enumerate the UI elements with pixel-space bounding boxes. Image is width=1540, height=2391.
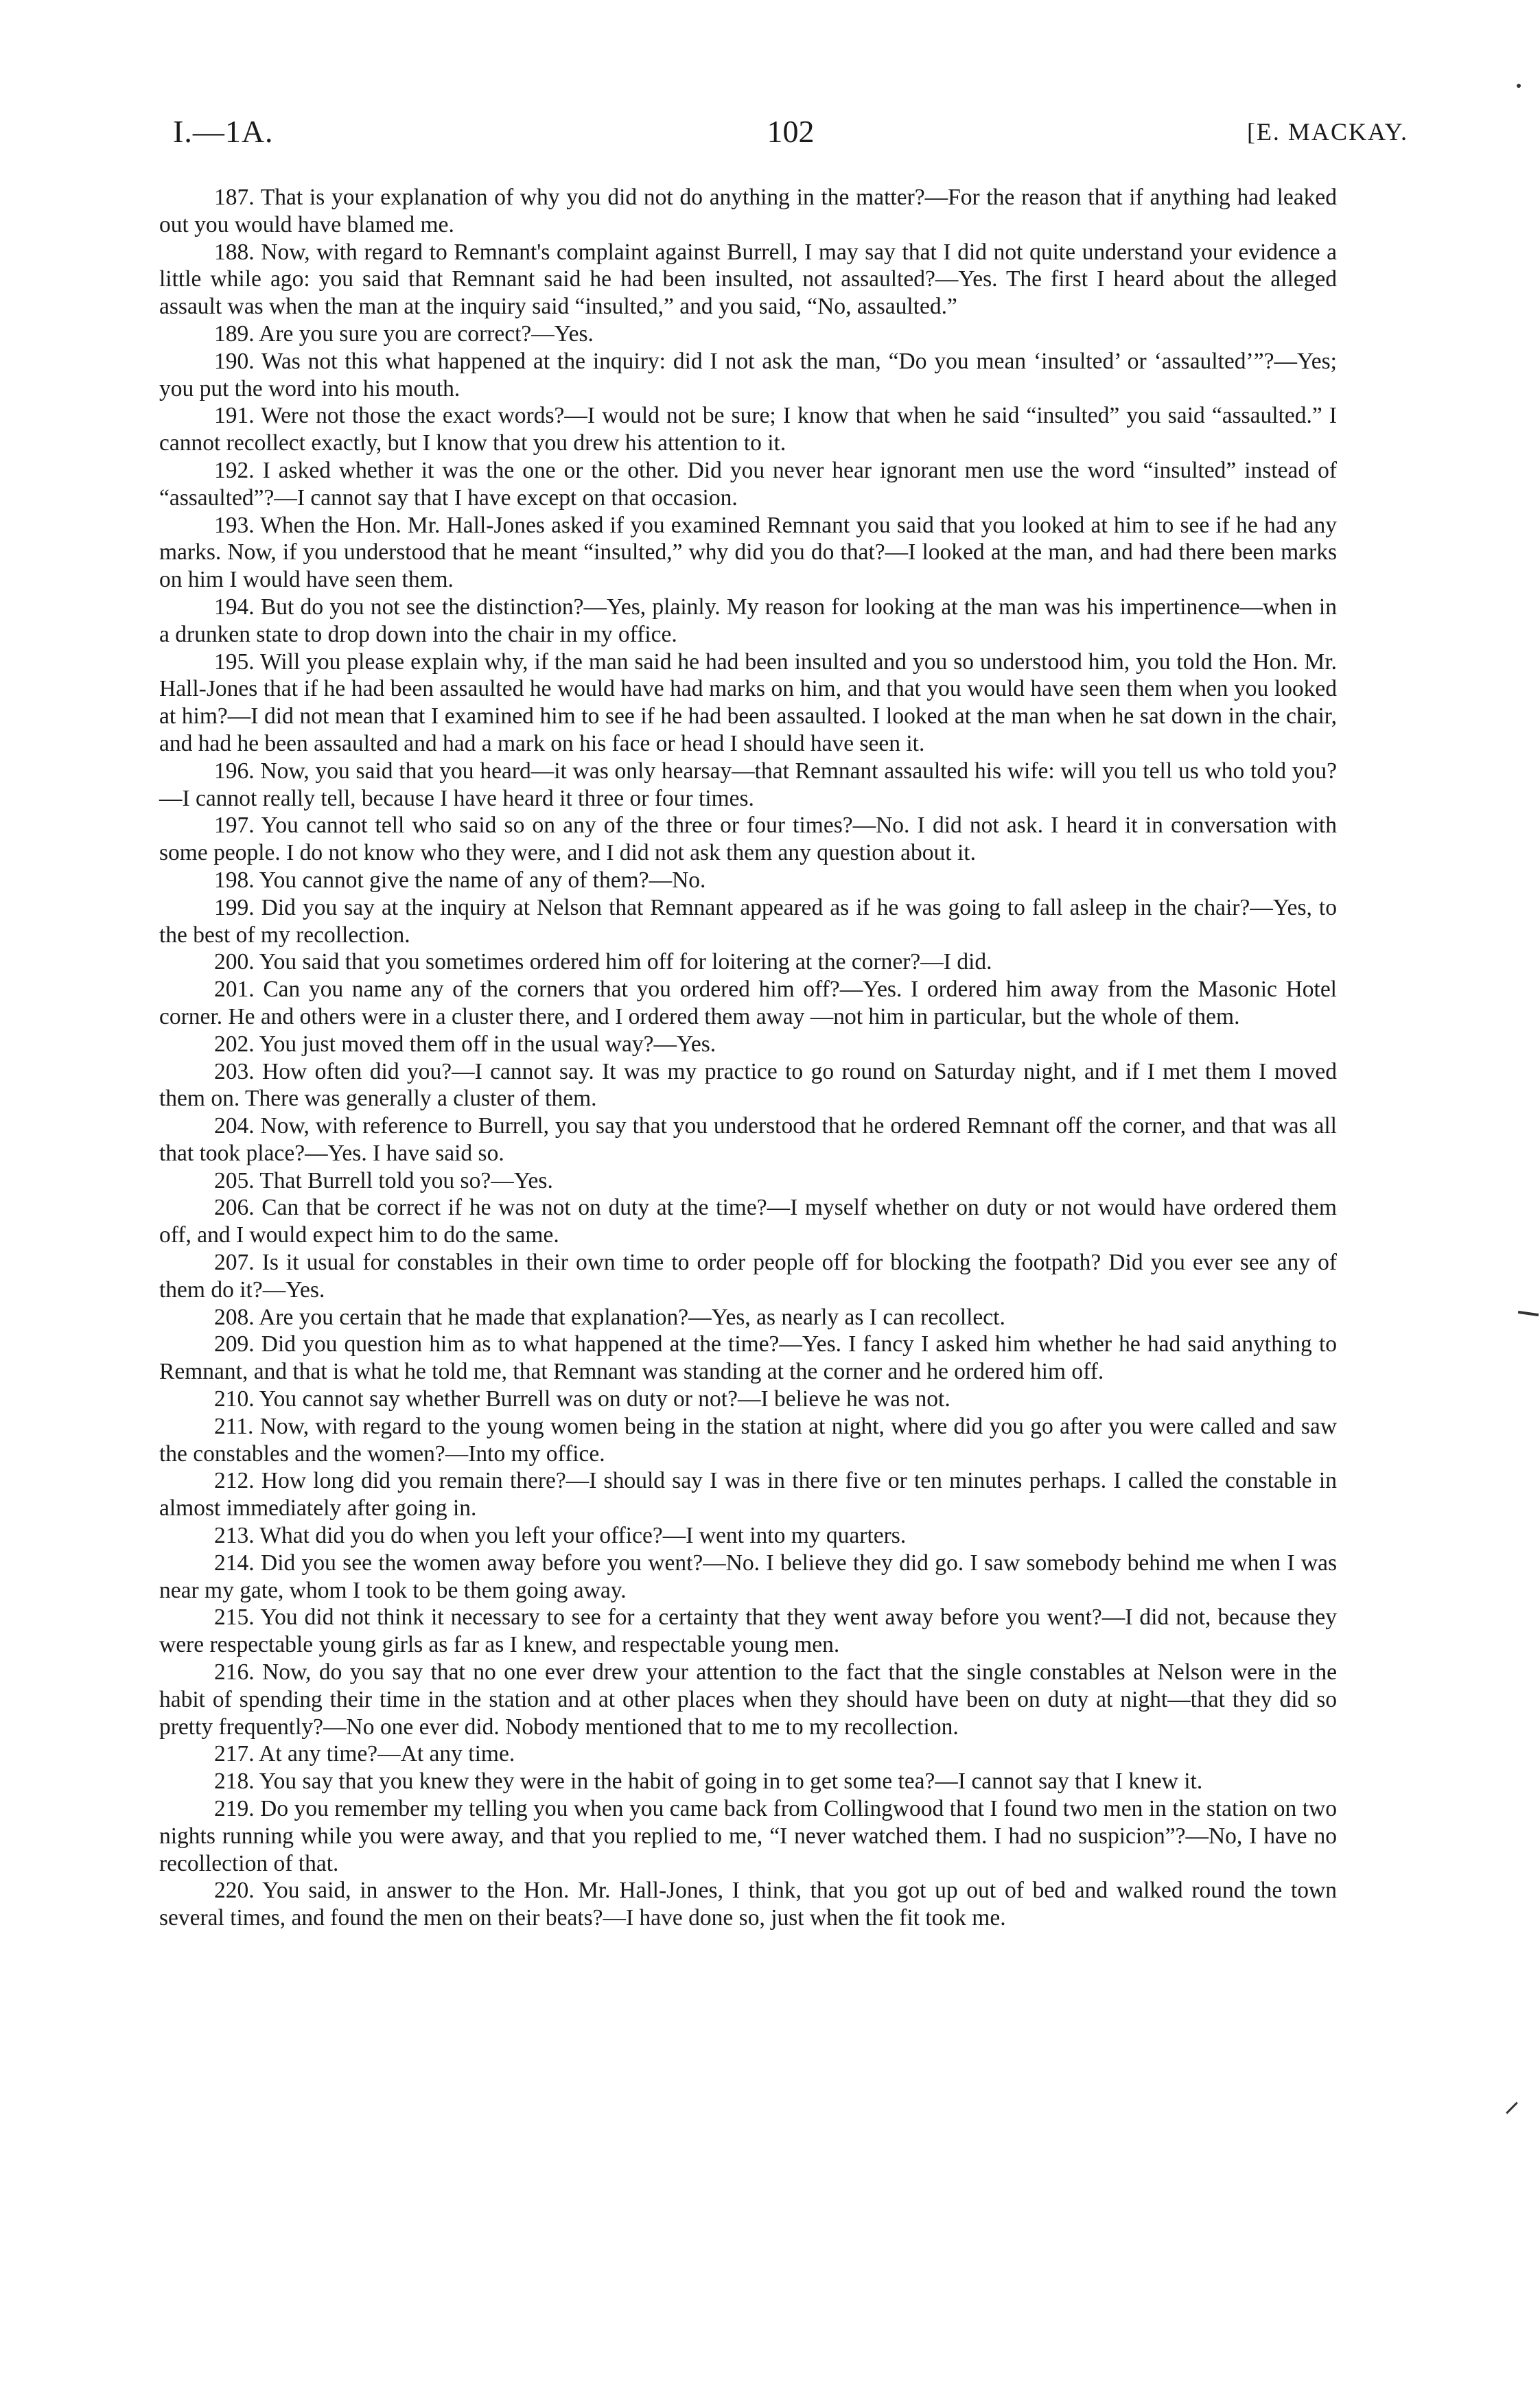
margin-mark [1517,84,1521,88]
question-192: 192. I asked whether it was the one or the other. Did you never hear ignorant men use the word “insulted” instead of “assaulted”?—I cannot say that I have except on that occasion. [159,457,1337,511]
margin-mark [1518,1311,1539,1316]
question-216: 216. Now, do you say that no one ever drew your attention to the fact that the single constables at Nelson were in the habit of spending their time in the station and at other places when they should have been on duty at night—that they did so pretty frequently?—No one ever did. Nobody mentioned that to me to my recollection. [159,1659,1337,1740]
question-195: 195. Will you please explain why, if the man said he had been insulted and you so understood him, you told the Hon. Mr. Hall-Jones that if he had been assaulted he would have had marks on him, and that you would have seen them when you looked at him?—I did not mean that I examined him to see if he had been assaulted. I looked at the man when he sat down in the chair, and had he been assaulted and had a mark on his face or head I should have seen it. [159,649,1337,756]
question-196: 196. Now, you said that you heard—it was only hearsay—that Remnant assaulted his wife: will you tell us who told you?—I cannot really tell, because I have heard it three or four times. [159,758,1337,811]
question-217: 217. At any time?—At any time. [214,1741,515,1767]
question-188: 188. Now, with regard to Remnant's complaint against Burrell, I may say that I did not quite understand your evidence a little while ago: you said that Remnant said he had been insulted, not assaulted?—Yes. The first I heard about the alleged assault was when the man at the inquiry said “insulted,” and you said, “No, assaulted.” [159,239,1337,320]
question-200: 200. You said that you sometimes ordered him off for loitering at the corner?—I did. [214,949,992,975]
page-number: 102 [767,114,815,149]
question-190: 190. Was not this what happened at the inquiry: did I not ask the man, “Do you mean ‘insulted’ or ‘assaulted’”?—Yes; you put the word into his mouth. [159,348,1337,401]
question-204: 204. Now, with reference to Burrell, you say that you understood that he ordered Remnant off the corner, and that was all that took place?—Yes. I have said so. [159,1113,1337,1166]
question-199: 199. Did you say at the inquiry at Nelson that Remnant appeared as if he was going to fall asleep in the chair?—Yes, to the best of my recollection. [159,894,1337,948]
question-212: 212. How long did you remain there?—I should say I was in there five or ten minutes perhaps. I called the constable in almost immediately after going in. [159,1468,1337,1521]
question-215: 215. You did not think it necessary to see for a certainty that they went away before you went?—I did not, because they were respectable young girls as far as I knew, and respectable young men. [159,1605,1337,1658]
question-213: 213. What did you do when you left your office?—I went into my quarters. [214,1523,907,1549]
question-187: 187. That is your explanation of why you did not do anything in the matter?—For the reason that if anything had leaked out you would have blamed me. [159,185,1337,237]
question-211: 211. Now, with regard to the young women being in the station at night, where did you go after you were called and saw the constables and the women?—Into my office. [159,1413,1337,1467]
page-header [173,111,1408,152]
question-193: 193. When the Hon. Mr. Hall-Jones asked if you examined Remnant you said that you looked at him to see if he had any marks. Now, if you understood that he meant “insulted,” why did you do that?—I looked at the man, and had there been marks on him I would have seen them. [159,512,1337,593]
question-191: 191. Were not those the exact words?—I would not be sure; I know that when he said “insulted” you said “assaulted.” I cannot recollect exactly, but I know that you drew his attention to it. [159,403,1337,456]
question-201: 201. Can you name any of the corners that you ordered him off?—Yes. I ordered him away from the Masonic Hotel corner. He and others were in a cluster there, and I ordered them away —not him in particular, but the whole of them. [159,977,1337,1029]
paper-reference: I.—1A. [173,114,274,149]
question-189: 189. Are you sure you are correct?—Yes. [214,320,594,347]
question-198: 198. You cannot give the name of any of them?—No. [214,867,706,893]
evidence-text [159,184,1337,1932]
question-194: 194. But do you not see the distinction?—Yes, plainly. My reason for looking at the man was his impertinence—when in a drunken state to drop down into the chair in my office. [159,594,1337,647]
question-197: 197. You cannot tell who said so on any of the three or four times?—No. I did not ask. I heard it in conversation with some people. I do not know who they were, and I did not ask them any question about it. [159,813,1337,866]
question-207: 207. Is it usual for constables in their own time to order people off for blocking the footpath? Did you ever see any of them do it?—Yes. [159,1250,1337,1303]
question-219: 219. Do you remember my telling you when you came back from Collingwood that I found two men in the station on two nights running while you were away, and that you replied to me, “I never watched them. I had no suspicion”?—No, I have no recollection of that. [159,1796,1337,1876]
question-202: 202. You just moved them off in the usual way?—Yes. [214,1031,716,1057]
margin-mark [1506,2102,1518,2114]
question-205: 205. That Burrell told you so?—Yes. [214,1167,553,1193]
question-220: 220. You said, in answer to the Hon. Mr. Hall-Jones, I think, that you got up out of bed and walked round the town several times, and found the men on their beats?—I have done so, just when the fit took me. [159,1878,1337,1931]
question-214: 214. Did you see the women away before you went?—No. I believe they did go. I saw somebody behind me when I was near my gate, whom I took to be them going away. [159,1550,1337,1603]
question-203: 203. How often did you?—I cannot say. It was my practice to go round on Saturday night, and if I met them I moved them on. There was generally a cluster of them. [159,1058,1337,1112]
witness-name: [E. MACKAY. [1246,118,1408,145]
question-206: 206. Can that be correct if he was not on duty at the time?—I myself whether on duty or not would have ordered them off, and I would expect him to do the same. [159,1195,1337,1248]
question-210: 210. You cannot say whether Burrell was on duty or not?—I believe he was not. [214,1386,950,1412]
question-208: 208. Are you certain that he made that explanation?—Yes, as nearly as I can recollect. [214,1304,1005,1330]
question-218: 218. You say that you knew they were in the habit of going in to get some tea?—I cannot say that I knew it. [214,1769,1203,1795]
question-209: 209. Did you question him as to what happened at the time?—Yes. I fancy I asked him whether he had said anything to Remnant, and that is what he told me, that Remnant was standing at the corner and he ordered him off. [159,1331,1337,1385]
